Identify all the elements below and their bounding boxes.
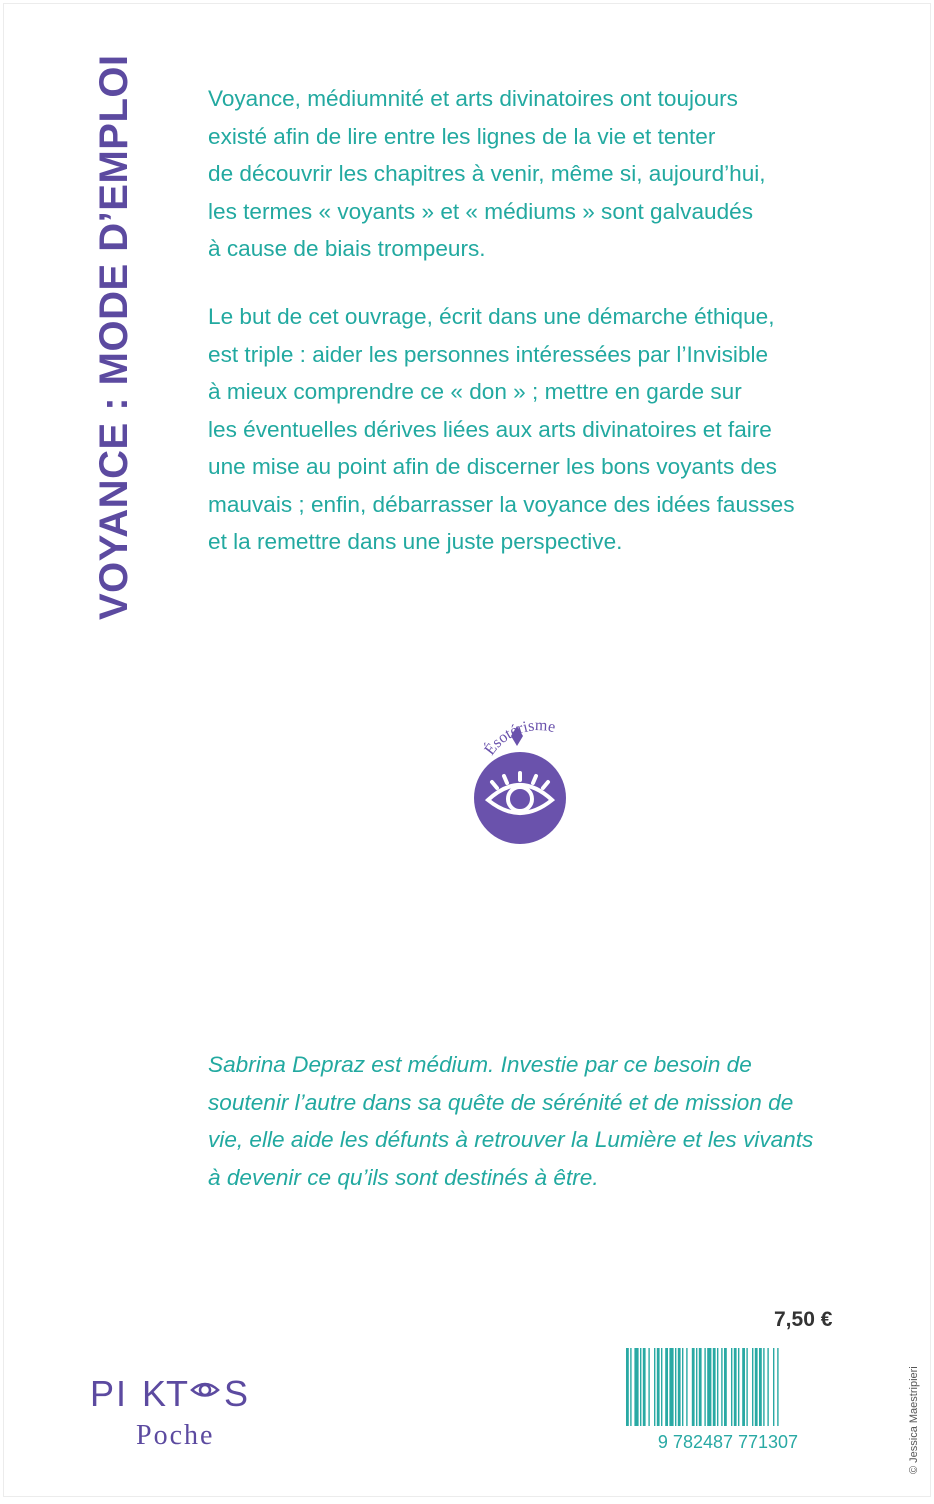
text-line: de découvrir les chapitres à venir, même si, aujourd’hui, — [208, 161, 766, 186]
book-title: VOYANCE : MODE D’EMPLOI — [92, 54, 136, 620]
text-line: à devenir ce qu’ils sont destinés à être. — [208, 1164, 599, 1190]
barcode-bar — [699, 1348, 702, 1426]
text-line: mauvais ; enfin, débarrasser la voyance des idées fausses — [208, 491, 795, 517]
description-paragraph-1 — [208, 80, 840, 268]
barcode-bar — [704, 1348, 705, 1426]
barcode-bar — [696, 1348, 697, 1426]
text-line: à mieux comprendre ce « don » ; mettre en garde sur — [208, 379, 742, 404]
barcode-bar — [678, 1348, 681, 1426]
description-paragraph-2 — [208, 298, 840, 561]
esoterisme-badge — [464, 716, 614, 866]
barcode-bar — [643, 1348, 646, 1426]
text-line: Voyance, médiumnité et arts divinatoires ont toujours — [208, 86, 738, 111]
barcode-bar — [675, 1348, 676, 1426]
text-line: Sabrina Depraz est médium. Investie par ce besoin de — [208, 1052, 752, 1077]
author-bio — [208, 1046, 840, 1196]
barcode-bar — [773, 1348, 774, 1426]
logo-text-t: T — [166, 1373, 188, 1414]
back-cover — [4, 4, 930, 1496]
barcode-bar — [731, 1348, 732, 1426]
text-line: est triple : aider les personnes intéressées par l’Invisible — [208, 341, 769, 367]
barcode-bar — [657, 1348, 660, 1426]
text-line: et la remettre dans une juste perspective. — [208, 529, 623, 554]
barcode-bar — [707, 1348, 711, 1426]
text-line: les éventuelles dérives liées aux arts divinatoires et faire — [208, 416, 772, 442]
barcode-bar — [759, 1348, 762, 1426]
barcode-bar — [717, 1348, 718, 1426]
photo-credit: © Jessica Maestripieri — [908, 1366, 920, 1474]
barcode-bar — [648, 1348, 649, 1426]
barcode-bar — [713, 1348, 716, 1426]
barcode-number: 9 782487 771307 — [657, 1432, 799, 1452]
barcode-bar — [738, 1348, 739, 1426]
text-line: existé afin de lire entre les lignes de la vie et tenter — [208, 123, 716, 149]
barcode-bar — [665, 1348, 668, 1426]
barcode-bar — [734, 1348, 737, 1426]
barcode-bar — [654, 1348, 655, 1426]
barcode-bar — [686, 1348, 687, 1426]
logo-text-right: S — [224, 1373, 249, 1414]
text-line: vie, elle aide les défunts à retrouver la Lumière et les vivants — [208, 1127, 814, 1152]
barcode-bar — [721, 1348, 722, 1426]
barcode-bar — [752, 1348, 753, 1426]
barcode-bar — [767, 1348, 768, 1426]
barcode-bars — [626, 1348, 779, 1426]
eye-icon — [192, 1384, 218, 1396]
barcode — [620, 1348, 836, 1452]
barcode-bar — [724, 1348, 727, 1426]
barcode-bar — [742, 1348, 745, 1426]
badge-label: Ésotérisme — [481, 717, 557, 759]
logo-text-left: PI — [90, 1373, 129, 1414]
barcode-bar — [640, 1348, 641, 1426]
text-line: soutenir l’autre dans sa quête de sérénité et de mission de — [208, 1089, 794, 1115]
barcode-bar — [669, 1348, 673, 1426]
barcode-bar — [777, 1348, 778, 1426]
text-line: une mise au point afin de discerner les bons voyants des — [208, 454, 777, 479]
logo-subtitle: Poche — [136, 1420, 215, 1451]
logo-text-k: K — [142, 1373, 167, 1414]
barcode-bar — [692, 1348, 695, 1426]
barcode-bar — [626, 1348, 629, 1426]
barcode-bar — [634, 1348, 638, 1426]
barcode-bar — [682, 1348, 683, 1426]
barcode-bar — [661, 1348, 662, 1426]
text-line: les termes « voyants » et « médiums » sont galvaudés — [208, 198, 754, 224]
text-line: à cause de biais trompeurs. — [208, 236, 486, 261]
barcode-bar — [630, 1348, 631, 1426]
barcode-bar — [755, 1348, 758, 1426]
piktos-poche-logo — [84, 1364, 274, 1454]
barcode-bar — [763, 1348, 764, 1426]
barcode-bar — [746, 1348, 747, 1426]
price: 7,50 € — [774, 1308, 833, 1331]
text-line: Le but de cet ouvrage, écrit dans une démarche éthique, — [208, 304, 775, 329]
